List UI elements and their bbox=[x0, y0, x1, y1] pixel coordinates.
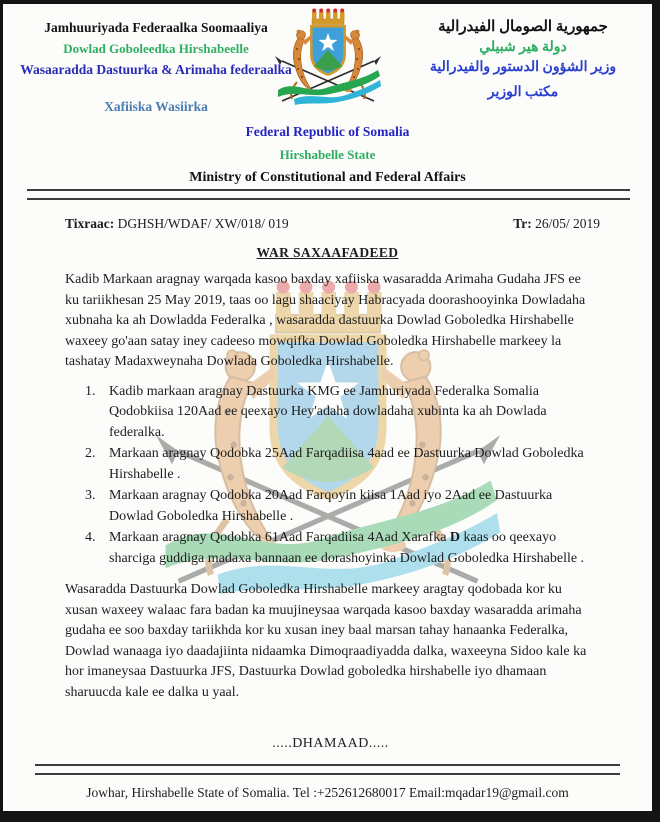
list-item-number: 1. bbox=[85, 383, 96, 399]
ministry-title-english: Ministry of Constitutional and Federal Affairs bbox=[189, 170, 466, 185]
closing-paragraph: Wasaradda Dastuurka Dowlad Goboledka Hirshabelle markeey aragtay qodobada kor ku xusan waxeey walaac fara badan ka muujineysaa warqada kasoo baxday wasaradda arimaha gudaha ee soo baxday tariikhda kor ku xusan iney baal marsan tahay hanaanka Federalka, Dowlad wanaaga iyo daadajiinta nidaamka Dimoqraadiyadda dalka, waxeeyna Sidoo kale ka hor imaneysaa Dastuurka JFS, Dastuurka Dowlad goboledka hirshabelle iyo dhamaan sharuucda kale ee dalka u yaal. bbox=[65, 582, 587, 700]
list-item bbox=[85, 528, 596, 569]
document-date bbox=[513, 216, 600, 232]
end-marker: .....DHAMAAD..... bbox=[272, 736, 389, 751]
state-title-english: Hirshabelle State bbox=[279, 147, 376, 162]
reference-row bbox=[65, 216, 600, 232]
list-item-text-after: kaas oo qeexayo sharciga guddiga madaxa bannaan ee dorashoyinka Dowlad Goboledka Hirshabelle . bbox=[109, 530, 585, 566]
list-item-text: Markaan aragnay Qodobka 20Aad Farqoyin kiisa 1Aad iyo 2Aad ee Dastuurka Dowlad Goboledka Hirshabelle . bbox=[109, 488, 553, 524]
list-item-number: 2. bbox=[85, 446, 96, 461]
coat-of-arms-emblem bbox=[264, 4, 392, 124]
header-somali-block bbox=[17, 20, 295, 115]
footer-divider bbox=[35, 764, 620, 775]
header-english-block bbox=[3, 124, 652, 186]
reference-value: DGHSH/WDAF/ XW/018/ 019 bbox=[114, 216, 289, 231]
list-item-text-bold: D bbox=[449, 530, 461, 545]
ministry-title-somali: Wasaaradda Dastuurka & Arimaha federaalka bbox=[20, 62, 292, 77]
list-item-text: Kadib markaan aragnay Dastuurka KMG ee Jamhuriyada Federalka Somalia Qodobkiisa 120Aad ee qeexayo Hey'adaha dowladaha xubinta ka ah Dowlada federalka. bbox=[109, 383, 547, 440]
date-label: Tr: bbox=[513, 216, 532, 231]
republic-title-arabic: جمهورية الصومال الفيدرالية bbox=[438, 19, 608, 35]
list-item-number: 4. bbox=[85, 530, 96, 545]
minister-office-somali: Xafiiska Wasiirka bbox=[104, 99, 208, 114]
state-title-arabic: دولة هير شبيلي bbox=[479, 40, 567, 55]
numbered-list bbox=[65, 382, 596, 570]
press-release-document bbox=[3, 4, 652, 811]
ministry-title-arabic: وزير الشؤون الدستور والفيدرالية bbox=[429, 60, 617, 75]
date-value: 26/05/ 2019 bbox=[531, 216, 600, 231]
minister-office-arabic: مكتب الوزير bbox=[487, 85, 559, 100]
state-title-somali: Dowlad Goboleedka Hirshabeelle bbox=[63, 41, 249, 56]
press-release-title: WAR SAXAAFADEED bbox=[256, 245, 399, 260]
header-divider bbox=[27, 189, 630, 200]
republic-title-english: Federal Republic of Somalia bbox=[245, 124, 410, 139]
list-item bbox=[85, 444, 596, 485]
list-item bbox=[85, 486, 596, 527]
footer-contact: Jowhar, Hirshabelle State of Somalia. Tel :+252612680017 Email:mqadar19@gmail.com bbox=[86, 785, 569, 800]
header-arabic-block bbox=[404, 17, 642, 101]
opening-paragraph: Kadib Markaan aragnay warqada kasoo baxday xafiiska wasaradda Arimaha Gudaha JFS ee ku tariikhesan 25 May 2019, taas oo lagu shaaciyay Habracyada doorashooyinka Dowladaha xubnaha ka ah Dowladda Federalka , wasaradda dastuurka Dowlad Goboledka Hirshabelle waxeey go'aan satay iney cadeeso mowqifka Dowlad Goboledka Hirshabelle markeey la tashatay Madaxweynaha Dowlada Goboledka Hirshabelle. bbox=[65, 272, 586, 369]
list-item bbox=[85, 382, 596, 444]
list-item-number: 3. bbox=[85, 488, 96, 503]
list-item-text bbox=[109, 528, 596, 569]
republic-title-somali: Jamhuuriyada Federaalka Soomaaliya bbox=[44, 20, 268, 35]
list-item-text: Markaan aragnay Qodobka 25Aad Farqadiisa 4aad ee Dastuurka Dowlad Goboledka Hirshabelle . bbox=[109, 446, 584, 482]
reference-label: Tixraac: bbox=[65, 216, 115, 231]
list-item-text-before: Markaan aragnay Qodobka 61Aad Farqadiisa 4Aad Xarafka bbox=[109, 530, 450, 545]
document-body bbox=[65, 270, 596, 755]
reference-number bbox=[65, 216, 289, 232]
